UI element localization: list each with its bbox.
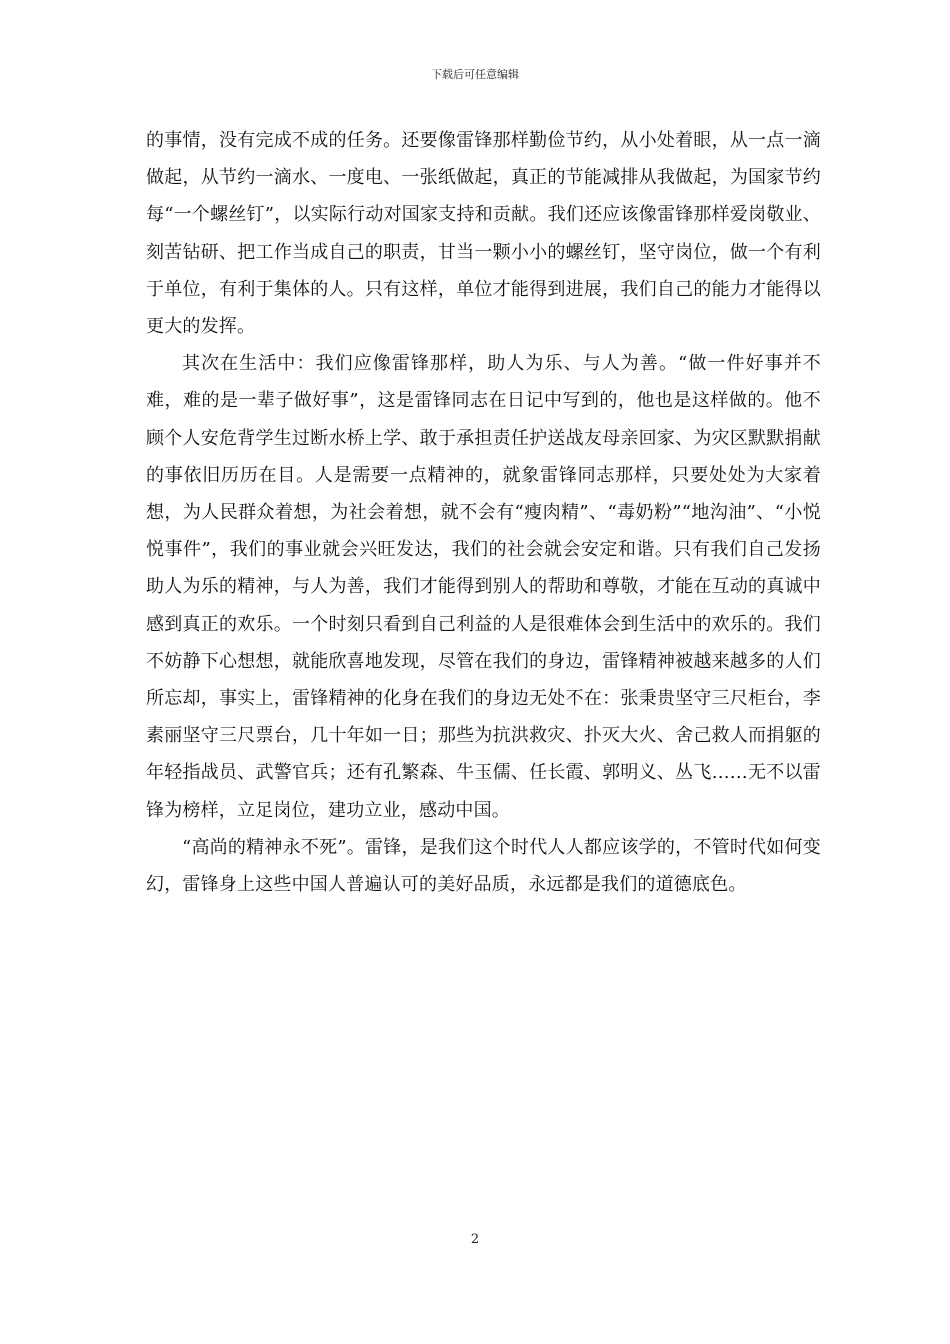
paragraph-1: 的事情，没有完成不成的任务。还要像雷锋那样勤俭节约，从小处着眼，从一点一滴做起，从节约一滴水、一度电、一张纸做起，真正的节能减排从我做起，为国家节约每“一个螺丝钉”，以实际行动对国家支持和贡献。我们还应该像雷锋那样爱岗敬业、刻苦钻研、把工作当成自己的职责，甘当一颗小小的螺丝钉，坚守岗位，做一个有利于单位，有利于集体的人。只有这样，单位才能得到进展，我们自己的能力才能得以更大的发挥。 — [146, 130, 821, 338]
page-header: 下载后可任意编辑 — [431, 68, 519, 81]
document-body — [146, 122, 821, 903]
paragraph-2: 其次在生活中：我们应像雷锋那样，助人为乐、与人为善。“做一件好事并不难，难的是一辈子做好事”，这是雷锋同志在日记中写到的，他也是这样做的。他不顾个人安危背学生过断水桥上学、敢于承担责任护送战友母亲回家、为灾区默默捐献的事依旧历历在目。人是需要一点精神的，就象雷锋同志那样，只要处处为大家着想，为人民群众着想，为社会着想，就不会有“瘦肉精”、“毒奶粉”“地沟油”、“小悦悦事件”，我们的事业就会兴旺发达，我们的社会就会安定和谐。只有我们自己发扬助人为乐的精神，与人为善，我们才能得到别人的帮助和尊敬，才能在互动的真诚中感到真正的欢乐。一个时刻只看到自己利益的人是很难体会到生活中的欢乐的。我们不妨静下心想想，就能欣喜地发现，尽管在我们的身边，雷锋精神被越来越多的人们所忘却，事实上，雷锋精神的化身在我们的身边无处不在：张秉贵坚守三尺柜台，李素丽坚守三尺票台，几十年如一日；那些为抗洪救灾、扑灭大火、舍己救人而捐躯的年轻指战员、武警官兵；还有孔繁森、牛玉儒、任长霞、郭明义、丛飞……无不以雷锋为榜样，立足岗位，建功立业，感动中国。 — [146, 353, 821, 821]
page-number: 2 — [470, 1232, 480, 1247]
paragraph-3: “高尚的精神永不死”。雷锋，是我们这个时代人人都应该学的，不管时代如何变幻，雷锋身上这些中国人普遍认可的美好品质，永远都是我们的道德底色。 — [146, 836, 821, 896]
